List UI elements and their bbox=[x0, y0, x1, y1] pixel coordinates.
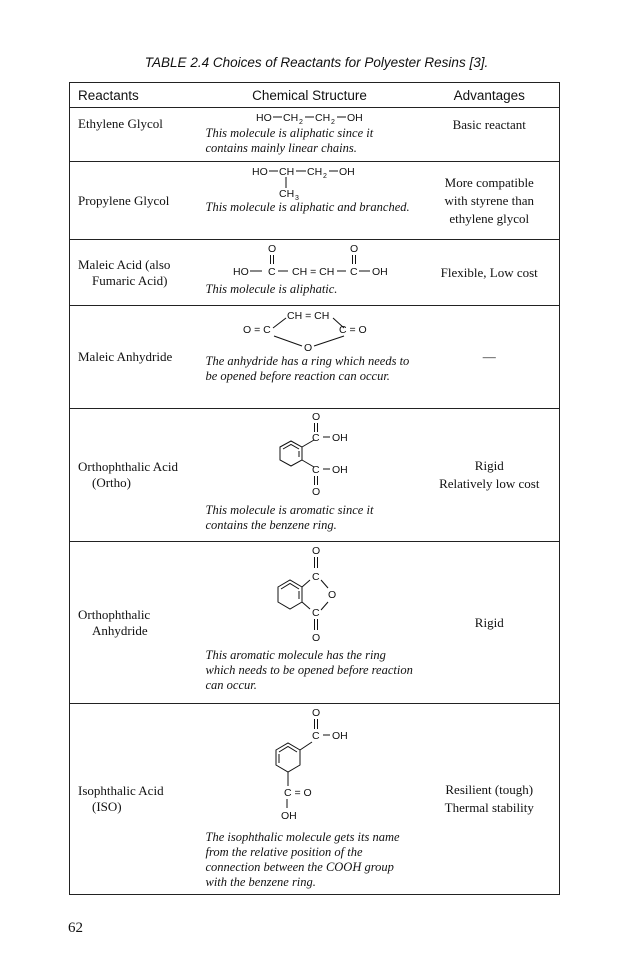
svg-text:C: C bbox=[267, 266, 276, 278]
svg-text:2: 2 bbox=[298, 119, 303, 126]
header-reactants: Reactants bbox=[70, 83, 200, 108]
advantages-cell: Resilient (tough) Thermal stability bbox=[444, 782, 534, 815]
svg-text:O: O bbox=[303, 342, 312, 354]
table-row bbox=[70, 704, 560, 895]
reactant-name: Orthophthalic Acid (Ortho) bbox=[70, 409, 200, 542]
structure-note: This aromatic molecule has the ring which needs to be opened before reaction can occur. bbox=[205, 648, 413, 692]
chemical-structure-cell bbox=[200, 162, 420, 240]
svg-text:CH: CH bbox=[282, 112, 298, 124]
svg-text:3: 3 bbox=[294, 195, 299, 200]
table-row bbox=[70, 409, 560, 542]
svg-text:C: C bbox=[311, 571, 320, 583]
svg-text:2: 2 bbox=[330, 119, 335, 126]
svg-text:C = O: C = O bbox=[283, 787, 312, 799]
svg-text:OH: OH bbox=[338, 166, 355, 178]
table-row bbox=[70, 306, 560, 409]
table-row bbox=[70, 108, 560, 162]
advantages-cell: — bbox=[420, 306, 560, 409]
svg-text:O: O bbox=[311, 411, 320, 423]
svg-text:HO: HO bbox=[251, 166, 268, 178]
reactant-name: Maleic Anhydride bbox=[70, 306, 200, 409]
table-row bbox=[70, 162, 560, 240]
svg-text:OH: OH bbox=[331, 464, 348, 476]
table-caption: TABLE 2.4 Choices of Reactants for Polyester Resins [3]. bbox=[144, 55, 489, 70]
structure-note: This molecule is aliphatic since it contains mainly linear chains. bbox=[205, 126, 374, 155]
table-header-row bbox=[70, 83, 560, 108]
advantages-cell: Rigid bbox=[420, 542, 560, 704]
svg-text:HO: HO bbox=[232, 266, 249, 278]
svg-text:O: O bbox=[327, 589, 336, 601]
maleic-acid-structure bbox=[206, 242, 414, 282]
svg-text:OH: OH bbox=[371, 266, 388, 278]
svg-text:C: C bbox=[311, 464, 320, 476]
svg-text:C: C bbox=[311, 607, 320, 619]
svg-text:O: O bbox=[311, 545, 320, 557]
chemical-structure-cell bbox=[200, 240, 420, 306]
advantages-cell: Basic reactant bbox=[420, 108, 560, 162]
reactants-table bbox=[69, 82, 560, 895]
svg-text:CH = CH: CH = CH bbox=[286, 310, 329, 322]
structure-note: This molecule is aromatic since it contains the benzene ring. bbox=[205, 503, 374, 532]
isophthalic-acid-structure bbox=[206, 706, 414, 830]
maleic-anhydride-structure bbox=[206, 308, 414, 354]
svg-text:C: C bbox=[349, 266, 358, 278]
svg-text:CH: CH bbox=[278, 188, 294, 200]
svg-text:O: O bbox=[311, 486, 320, 498]
header-chemical-structure: Chemical Structure bbox=[200, 83, 420, 108]
svg-text:CH: CH bbox=[314, 112, 330, 124]
chemical-structure-cell bbox=[200, 704, 420, 895]
svg-text:OH: OH bbox=[331, 730, 348, 742]
advantages-cell: Rigid Relatively low cost bbox=[420, 409, 560, 542]
reactant-name: Propylene Glycol bbox=[70, 162, 200, 240]
structure-note: The anhydride has a ring which needs to be opened before reaction can occur. bbox=[205, 354, 410, 383]
chemical-structure-cell bbox=[200, 108, 420, 162]
chemical-structure-cell bbox=[200, 409, 420, 542]
reactant-name: Orthophthalic Anhydride bbox=[70, 542, 200, 704]
advantages-cell: More compatible with styrene than ethylene glycol bbox=[420, 162, 560, 240]
reactant-name: Isophthalic Acid (ISO) bbox=[78, 783, 164, 814]
reactant-name: Ethylene Glycol bbox=[70, 108, 200, 162]
svg-text:C: C bbox=[311, 730, 320, 742]
svg-text:OH: OH bbox=[346, 112, 363, 124]
table-row bbox=[70, 542, 560, 704]
page-number: 62 bbox=[68, 920, 83, 936]
svg-text:CH: CH bbox=[278, 166, 294, 178]
reactant-name: Maleic Acid (also Fumaric Acid) bbox=[70, 240, 200, 306]
chemical-structure-cell bbox=[200, 542, 420, 704]
structure-note: The isophthalic molecule gets its name from the relative position of the connection between the COOH group with the benzene ring. bbox=[205, 830, 400, 889]
svg-text:OH: OH bbox=[331, 432, 348, 444]
svg-text:O = C: O = C bbox=[242, 324, 271, 336]
header-advantages: Advantages bbox=[420, 83, 560, 108]
svg-text:2: 2 bbox=[322, 173, 327, 180]
svg-text:C = O: C = O bbox=[338, 324, 367, 336]
orthophthalic-anhydride-structure bbox=[206, 544, 414, 648]
svg-text:O: O bbox=[349, 243, 358, 255]
orthophthalic-acid-structure bbox=[206, 411, 414, 503]
svg-text:O: O bbox=[311, 632, 320, 644]
advantages-cell: Flexible, Low cost bbox=[420, 240, 560, 306]
propylene-glycol-structure bbox=[206, 164, 414, 200]
structure-note: This molecule is aliphatic. bbox=[205, 282, 338, 296]
svg-text:O: O bbox=[311, 707, 320, 719]
svg-text:O: O bbox=[267, 243, 276, 255]
structure-note: This molecule is aliphatic and branched. bbox=[205, 200, 410, 214]
svg-text:CH: CH bbox=[306, 166, 322, 178]
svg-text:CH = CH: CH = CH bbox=[291, 266, 334, 278]
table-row bbox=[70, 240, 560, 306]
svg-text:OH: OH bbox=[280, 810, 297, 822]
ethylene-glycol-structure bbox=[206, 110, 414, 126]
svg-text:C: C bbox=[311, 432, 320, 444]
svg-text:HO: HO bbox=[255, 112, 272, 124]
chemical-structure-cell bbox=[200, 306, 420, 409]
